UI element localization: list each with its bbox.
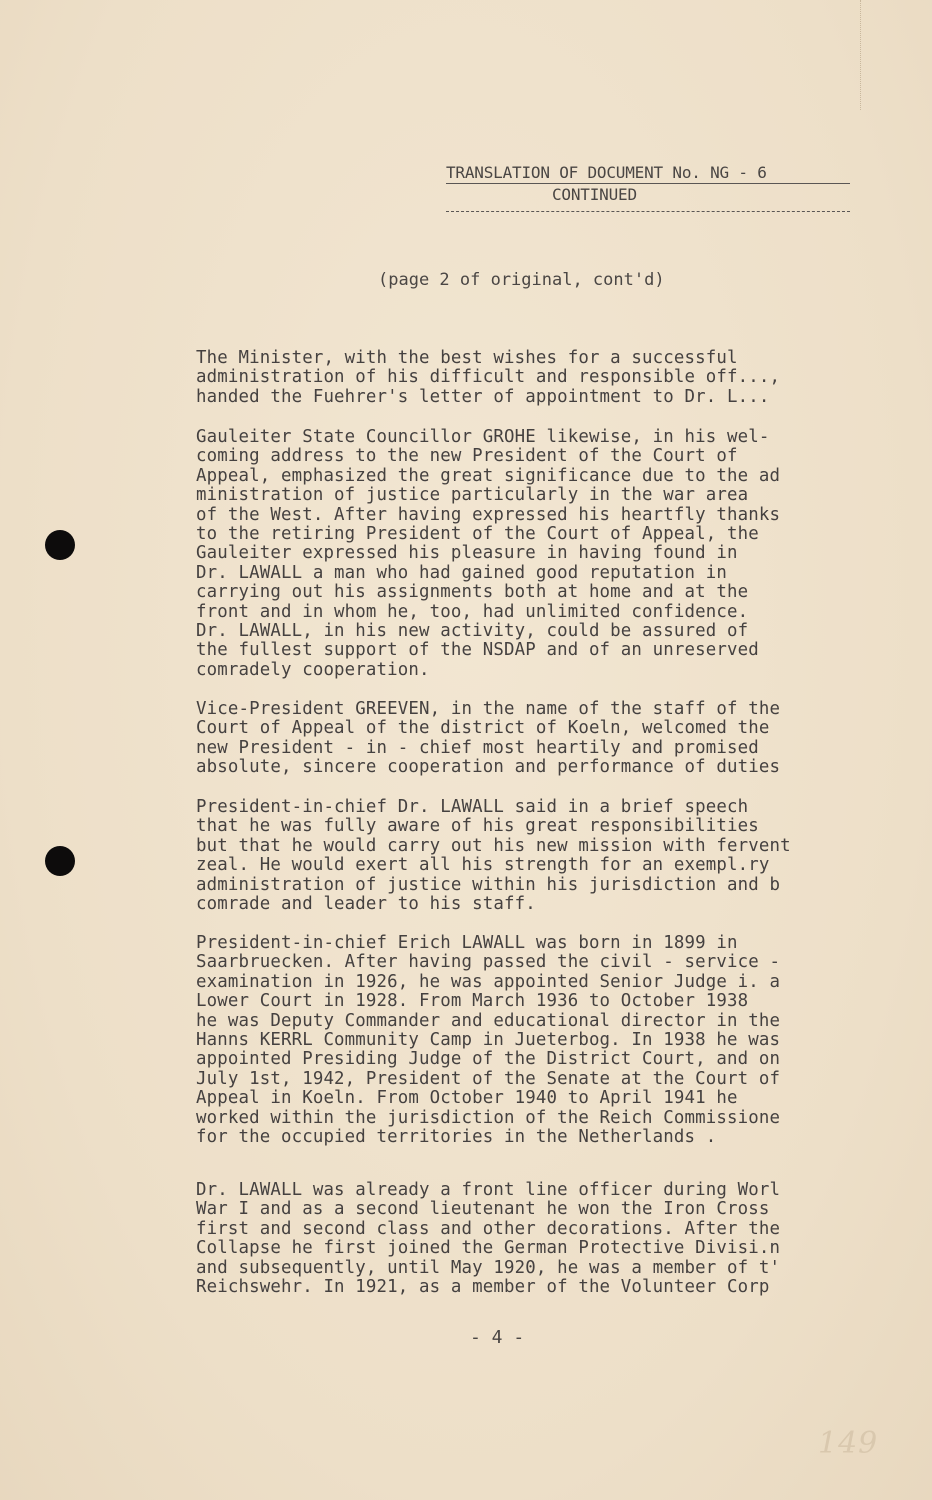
text-line: for the occupied territories in the Netherlands .: [196, 1128, 717, 1148]
text-line: Vice-President GREEVEN, in the name of the staff of the: [196, 700, 781, 719]
header-continued: CONTINUED: [446, 184, 850, 212]
punch-hole-top: [45, 530, 75, 560]
document-header: [446, 162, 850, 212]
folio-number: 149: [818, 1426, 879, 1461]
text-line: handed the Fuehrer's letter of appointment to Dr. L...: [196, 387, 770, 407]
paragraph-6: [196, 1181, 856, 1297]
text-line: Lower Court in 1928. From March 1936 to October 1938: [196, 992, 749, 1012]
header-title: TRANSLATION OF DOCUMENT No. NG - 6: [446, 162, 850, 184]
text-line: July 1st, 1942, President of the Senate at the Court of: [196, 1069, 781, 1089]
text-line: worked within the jurisdiction of the Reich Commissione: [196, 1108, 781, 1128]
text-line: ministration of justice particularly in the war area: [196, 486, 749, 506]
text-line: The Minister, with the best wishes for a successful: [196, 349, 738, 368]
paragraph-5: [196, 934, 856, 1147]
text-line: War I and as a second lieutenant he won the Iron Cross: [196, 1200, 770, 1220]
text-line: the fullest support of the NSDAP and of an unreserved: [196, 641, 759, 661]
text-line: zeal. He would exert all his strength for an exempl.ry: [196, 856, 770, 876]
text-line: he was Deputy Commander and educational director in the: [196, 1011, 781, 1031]
text-line: of the West. After having expressed his heartfly thanks: [196, 505, 781, 525]
text-line: Collapse he first joined the German Protective Divisi.n: [196, 1239, 781, 1259]
text-line: first and second class and other decorations. After the: [196, 1219, 781, 1239]
text-line: to the retiring President of the Court of Appeal, the: [196, 525, 759, 545]
text-line: President-in-chief Erich LAWALL was born in 1899 in: [196, 934, 738, 953]
page-number: - 4 -: [470, 1327, 525, 1348]
text-line: Dr. LAWALL, in his new activity, could be assured of: [196, 622, 749, 642]
text-line: examination in 1926, he was appointed Senior Judge i. a: [196, 972, 781, 992]
text-line: Court of Appeal of the district of Koeln, welcomed the: [196, 719, 770, 739]
paragraph-4: [196, 798, 856, 914]
text-line: administration of justice within his jurisdiction and b: [196, 875, 781, 895]
text-line: comrade and leader to his staff.: [196, 895, 536, 915]
text-line: Appeal, emphasized the great significance due to the ad: [196, 466, 781, 486]
page-reference: (page 2 of original, cont'd): [378, 270, 665, 290]
text-line: administration of his difficult and responsible off...,: [196, 368, 781, 388]
paragraph-2: [196, 428, 856, 680]
text-line: Gauleiter expressed his pleasure in having found in: [196, 544, 738, 564]
text-line: Dr. LAWALL was already a front line officer during Worl: [196, 1181, 781, 1200]
text-line: President-in-chief Dr. LAWALL said in a brief speech: [196, 798, 749, 817]
text-line: appointed Presiding Judge of the District Court, and on: [196, 1050, 781, 1070]
text-line: Appeal in Koeln. From October 1940 to April 1941 he: [196, 1089, 738, 1109]
text-line: absolute, sincere cooperation and performance of duties: [196, 758, 781, 778]
paragraph-1: [196, 349, 856, 407]
page-edge-mark: [860, 0, 865, 110]
text-line: Saarbruecken. After having passed the civil - service -: [196, 953, 781, 973]
text-line: Dr. LAWALL a man who had gained good reputation in: [196, 563, 728, 583]
text-line: and subsequently, until May 1920, he was a member of t': [196, 1258, 781, 1278]
punch-hole-bottom: [45, 846, 75, 876]
text-line: carrying out his assignments both at home and at the: [196, 583, 749, 603]
text-line: comradely cooperation.: [196, 660, 430, 680]
text-line: but that he would carry out his new mission with fervent: [196, 836, 791, 856]
text-line: Reichswehr. In 1921, as a member of the Volunteer Corp: [196, 1278, 770, 1298]
paragraph-3: [196, 700, 856, 778]
text-line: Hanns KERRL Community Camp in Jueterbog. In 1938 he was: [196, 1031, 781, 1051]
text-line: new President - in - chief most heartily and promised: [196, 738, 759, 758]
text-line: coming address to the new President of the Court of: [196, 447, 738, 467]
text-line: that he was fully aware of his great responsibilities: [196, 817, 759, 837]
text-line: front and in whom he, too, had unlimited confidence.: [196, 602, 749, 622]
text-line: Gauleiter State Councillor GROHÉ likewise, in his wel-: [196, 428, 770, 447]
